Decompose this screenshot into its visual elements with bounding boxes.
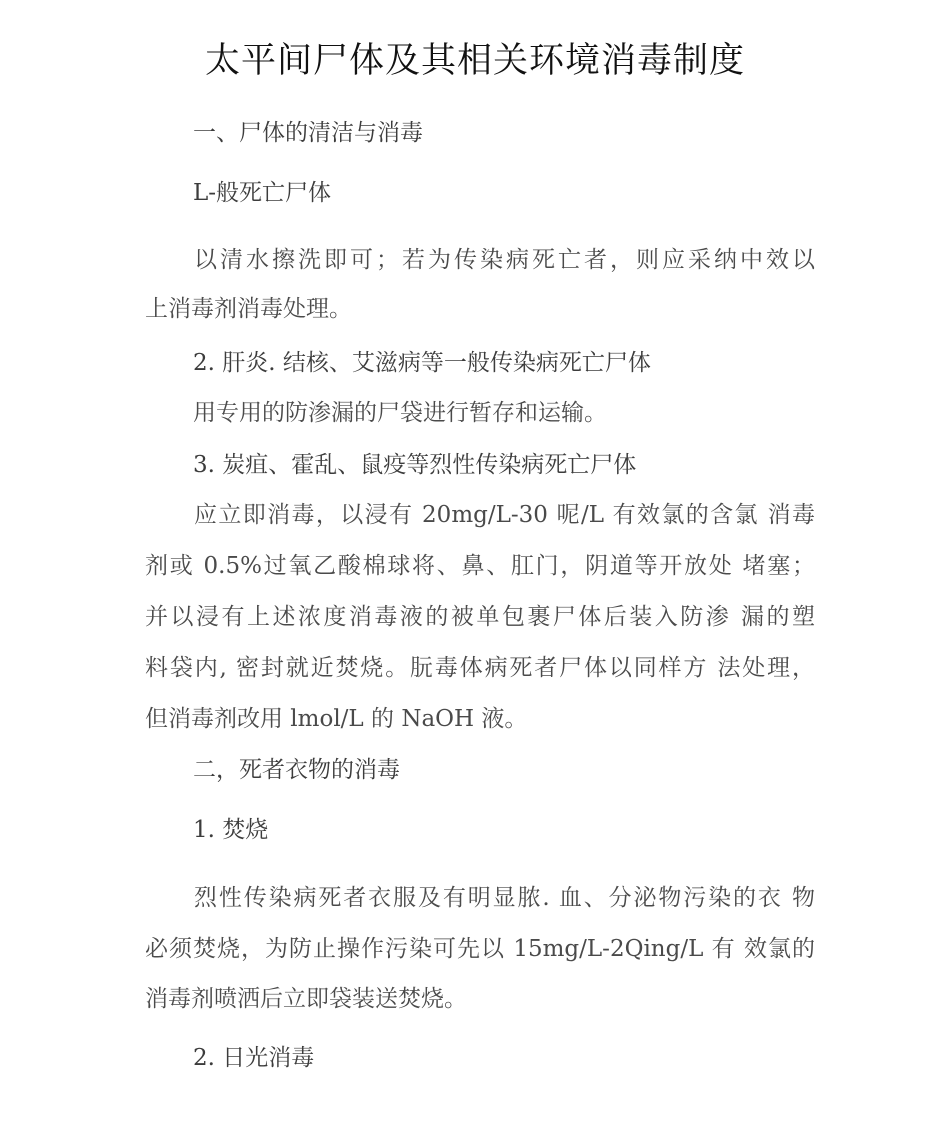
section-1-item-2-body: 用专用的防渗漏的尸袋进行暂存和运输。	[193, 400, 607, 426]
section-1-heading: 一、尸体的清洁与消毒	[193, 120, 423, 146]
section-1-item-3-body-line: 并以浸有上述浓度消毒液的被单包裹尸体后装入防渗 漏的塑	[145, 604, 815, 630]
section-2-item-1-body-line: 必须焚烧，为防止操作污染可先以 15mg/L-2Qing/L 有 效氯的	[145, 936, 815, 962]
section-2-item-1-body-line: 烈性传染病死者衣服及有明显脓. 血、分泌物污染的衣 物	[194, 885, 815, 911]
section-2-item-1-heading: 1. 焚烧	[193, 817, 269, 843]
section-2-item-2-heading: 2. 日光消毒	[193, 1045, 315, 1071]
section-1-item-3-body-line: 应立即消毒，以浸有 20mg/L-30 呢/L 有效氯的含氯 消毒	[194, 502, 815, 528]
section-1-item-3-heading: 3. 炭疽、霍乱、鼠疫等烈性传染病死亡尸体	[193, 452, 637, 478]
document-title: 太平间尸体及其相关环境消毒制度	[204, 41, 745, 81]
section-2-item-1-body-line: 消毒剂喷洒后立即袋装送焚烧。	[145, 986, 467, 1012]
section-1-item-1-body-line: 上消毒剂消毒处理。	[145, 296, 352, 322]
section-1-item-2-heading: 2. 肝炎. 结核、艾滋病等一般传染病死亡尸体	[193, 350, 651, 376]
section-2-heading: 二，死者衣物的消毒	[193, 757, 400, 783]
section-1-item-1-body-line: 以清水擦洗即可；若为传染病死亡者，则应采纳中效以	[194, 247, 815, 273]
section-1-item-3-body-line: 料袋内, 密封就近焚烧。朊毒体病死者尸体以同样方 法处理，	[145, 655, 815, 681]
section-1-item-3-body-line: 剂或 0.5%过氧乙酸棉球将、鼻、肛门，阴道等开放处 堵塞；	[145, 553, 815, 579]
section-1-item-1-heading: L-般死亡尸体	[193, 180, 332, 206]
section-1-item-3-body-line: 但消毒剂改用 lmol/L 的 NaOH 液。	[145, 706, 528, 732]
